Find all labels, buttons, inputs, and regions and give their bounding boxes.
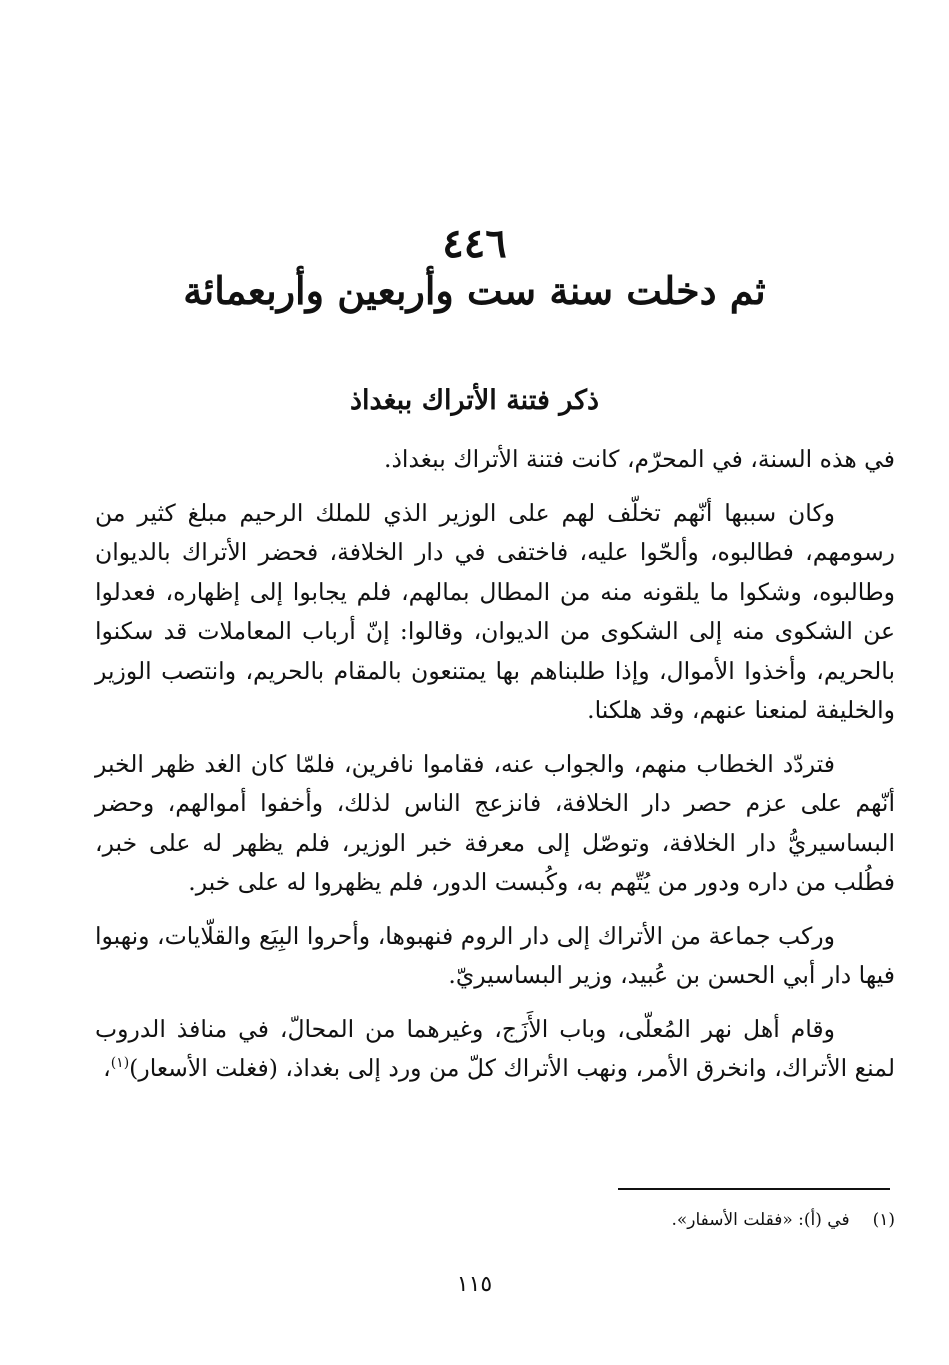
paragraph-2: وكان سببها أنّهم تخلّف لهم على الوزير الذي للملك الرحيم مبلغ كثير من رسومهم، فطالبوه، وألحّوا عليه، فاختفى في دار الخلافة، فحضر الأتراك بالديوان وطالبوه، وشكوا ما يلقونه منه من المطال بمالهم، فلم يجابوا إلى إظهاره، فعدلوا عن الشكوى منه إلى الشكوى من الديوان، وقالوا: إنّ أرباب المعاملات قد سكنوا بالحريم، وأخذوا الأموال، وإذا طلبناهم بها يمتنعون بالمقام بالحريم، وانتصب الوزير والخليفة لمنعنا عنهم، وقد هلكنا. xyxy=(95,498,895,724)
paragraph-4: وركب جماعة من الأتراك إلى دار الروم فنهبوها، وأحروا البِيَع والقلّايات، ونهبوا فيها دار أبي الحسن بن عُبيد، وزير البساسيريّ. xyxy=(95,921,895,989)
body-text xyxy=(95,440,895,1103)
paragraph-5 xyxy=(95,1010,895,1089)
paragraph-3: فتردّد الخطاب منهم، والجواب عنه، فقاموا نافرين، فلمّا كان الغد ظهر الخبر أنّهم على عزم حصر دار الخلافة، فانزعج الناس لذلك، وأخفوا أموالهم، وحضر البساسيريُّ دار الخلافة، وتوصّل إلى معرفة خبر الوزير، فلم يظهر له على خبر، فطُلب من داره ودور من يُتّهم به، وكُبست الدور، فلم يظهروا له على خبر. xyxy=(95,749,895,896)
footnote-marker: (١) xyxy=(872,1210,895,1230)
section-heading: ذكر فتنة الأتراك ببغداذ xyxy=(349,385,600,416)
page-number: ١١٥ xyxy=(456,1272,493,1297)
footnote-reference[interactable]: (١) xyxy=(110,1055,130,1072)
paragraph-1: في هذه السنة، في المحرّم، كانت فتنة الأتراك ببغداذ. xyxy=(384,445,895,473)
footnote xyxy=(95,1210,895,1230)
year-number: ٤٤٦ xyxy=(442,220,507,267)
footnote-text: في (أ): «فقلت الأسفار». xyxy=(671,1210,850,1230)
paragraph-5-punctuation: ، xyxy=(103,1054,111,1082)
chapter-title: ثم دخلت سنة ست وأربعين وأربعمائة xyxy=(183,268,766,313)
footnote-divider xyxy=(618,1188,890,1190)
paragraph-5-text: وقام أهل نهر المُعلّى، وباب الأَزَج، وغيرهما من المحالّ، في منافذ الدروب لمنع الأتراك، وانخرق الأمر، ونهب الأتراك كلّ من ورد إلى بغداذ، (فغلت الأسعار) xyxy=(95,1014,895,1082)
